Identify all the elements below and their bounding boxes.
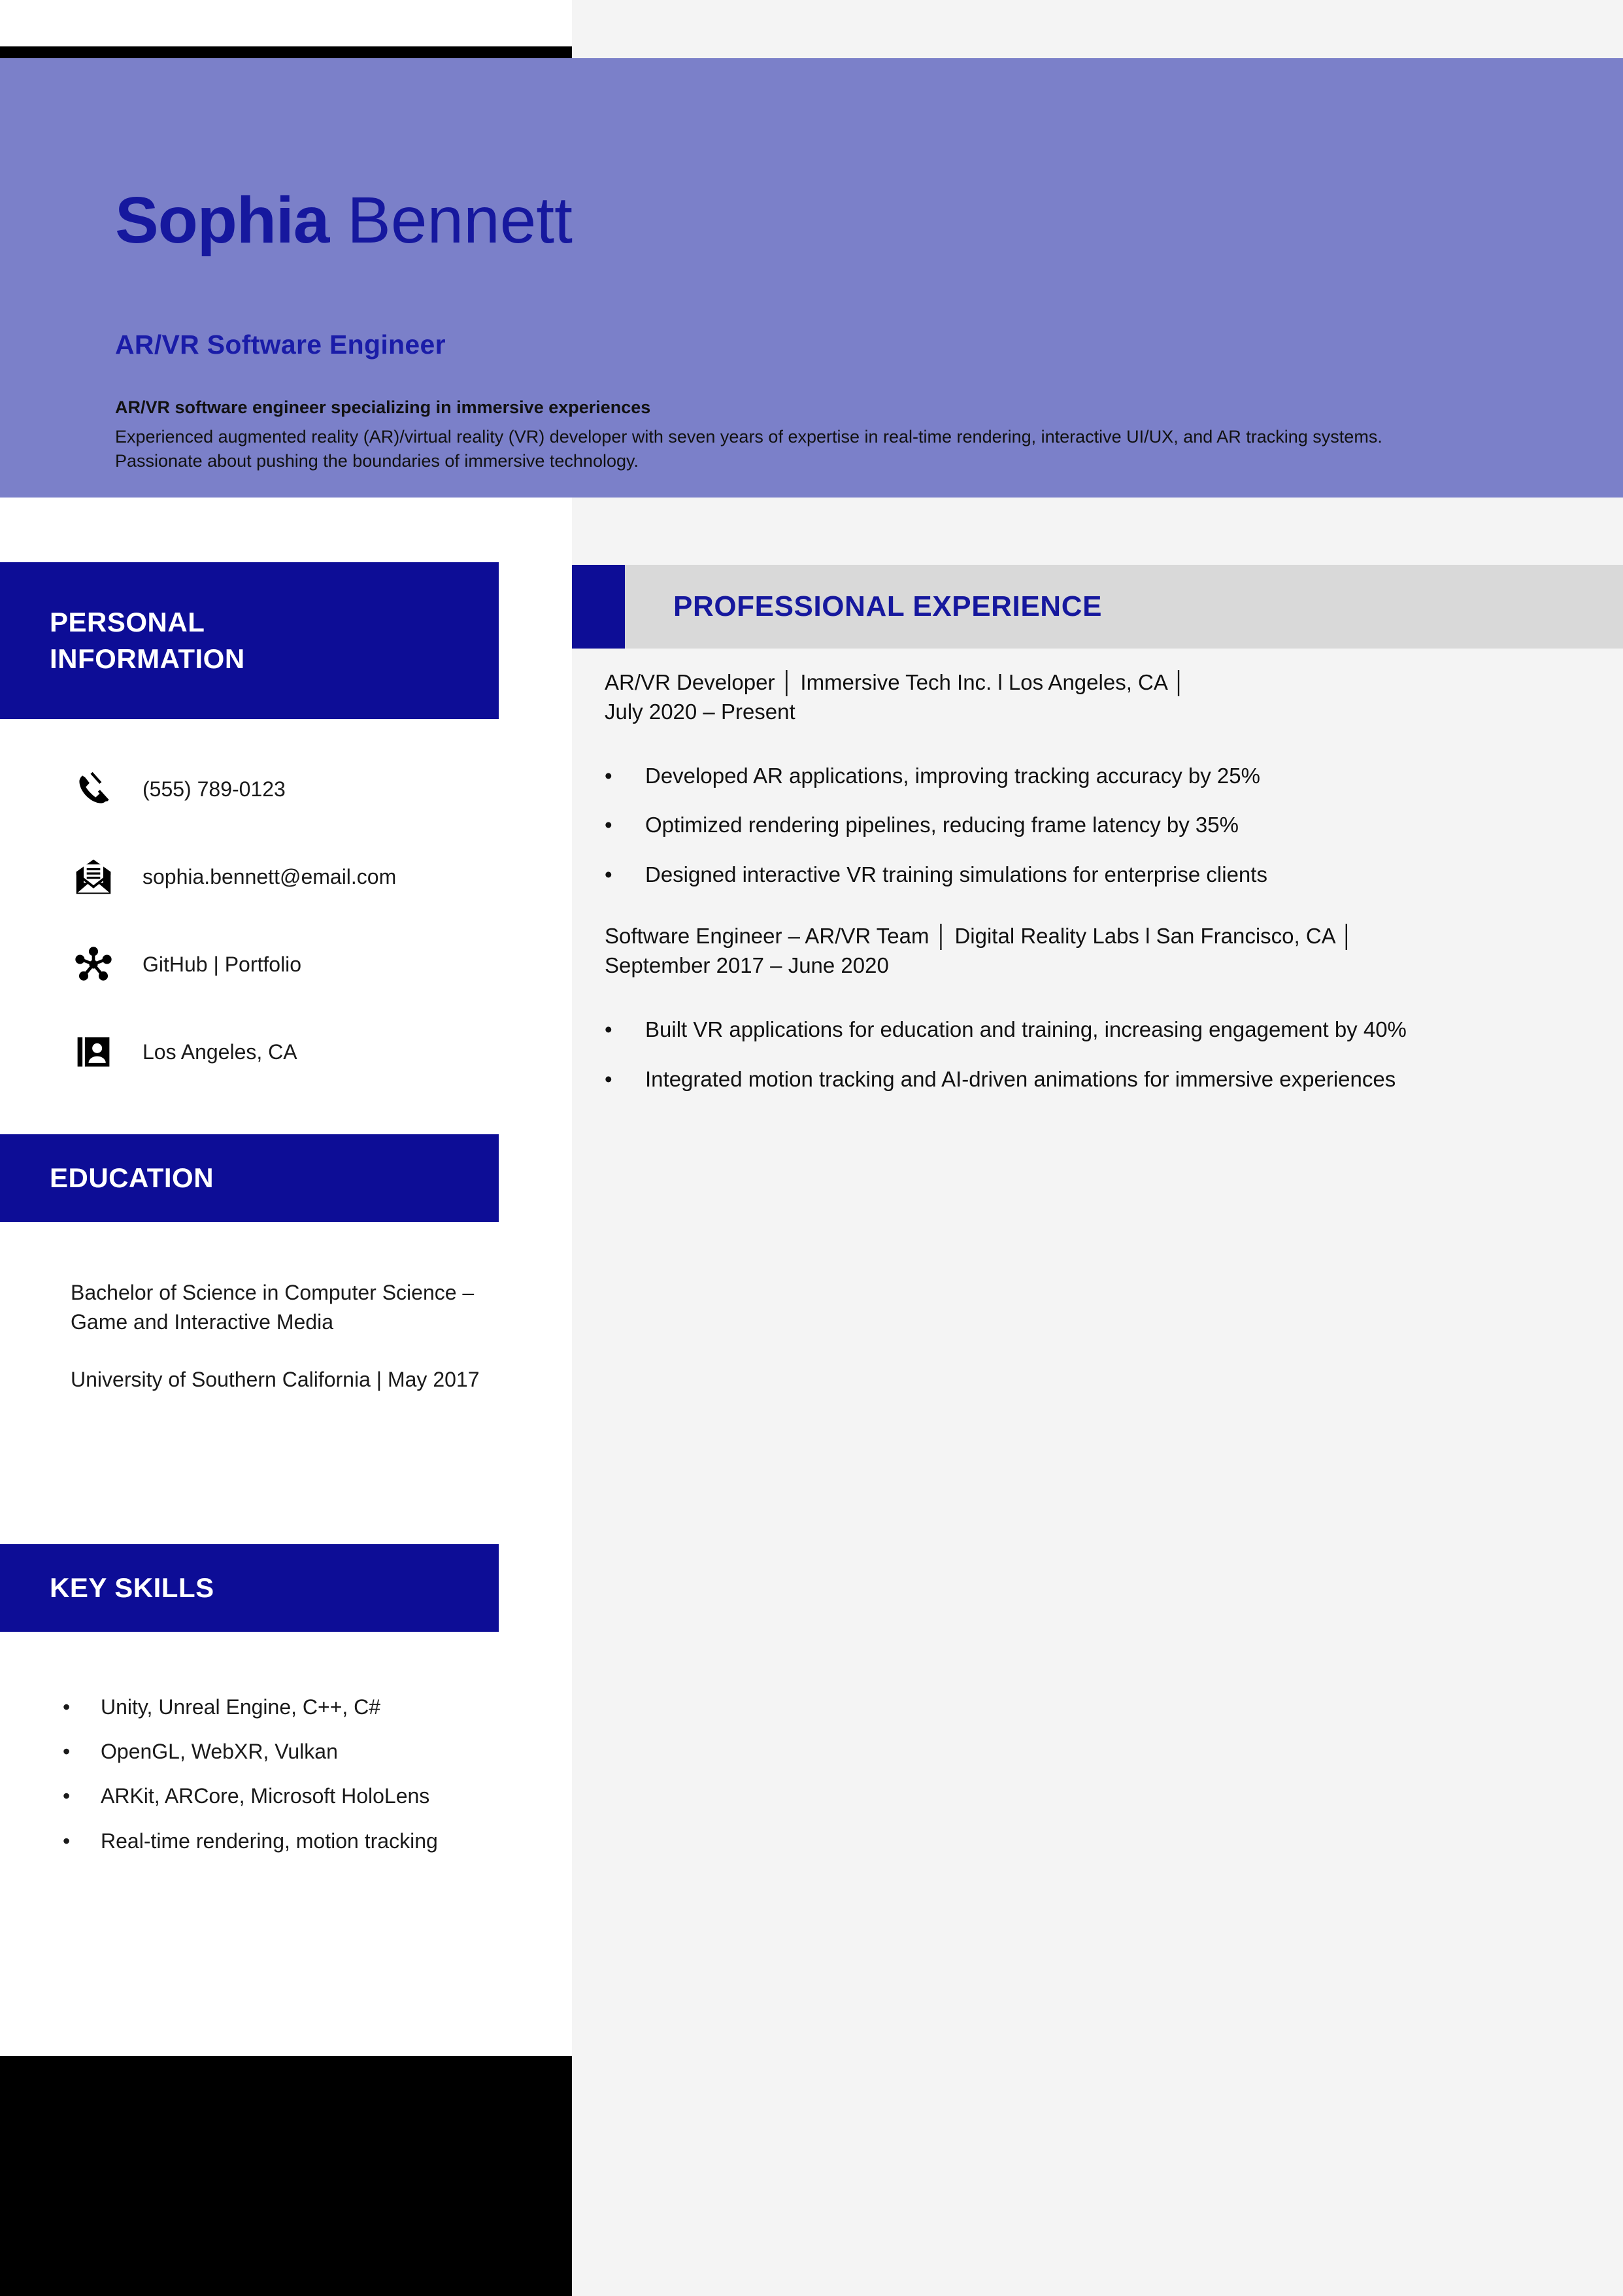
- section-header-education: [0, 1134, 499, 1222]
- bullet-glyph: •: [605, 763, 612, 788]
- bullet-glyph: •: [63, 1695, 71, 1719]
- resume-header-band: [0, 58, 1623, 498]
- list-item: [63, 1827, 494, 1855]
- key-skill-text: Unity, Unreal Engine, C++, C#: [101, 1695, 381, 1719]
- contact-value-email: sophia.bennett@email.com: [142, 864, 397, 888]
- section-header-personal-information: [0, 562, 499, 719]
- job-bullet-text: Designed interactive VR training simulations for enterprise clients: [645, 862, 1267, 886]
- job-dates: July 2020 – Present: [605, 699, 795, 724]
- bullet-glyph: •: [605, 862, 612, 886]
- section-header-professional-experience: PROFESSIONAL EXPERIENCE: [673, 590, 1103, 622]
- key-skill-text: Real-time rendering, motion tracking: [101, 1829, 438, 1853]
- bullet-glyph: •: [63, 1784, 71, 1808]
- candidate-first-name: Sophia: [115, 184, 329, 257]
- job-bullet-text: Optimized rendering pipelines, reducing frame latency by 35%: [645, 813, 1239, 837]
- professional-experience-accent-block: [572, 565, 625, 649]
- top-black-accent-bar: [0, 46, 572, 58]
- experience-list: [605, 668, 1598, 1126]
- contact-list: [0, 745, 499, 1096]
- section-header-key-skills: [0, 1544, 499, 1632]
- candidate-name: [115, 184, 573, 257]
- personal-information-title-line1: PERSONAL: [50, 607, 205, 638]
- job-headline: Software Engineer – AR/VR Team │ Digital Reality Labs l San Francisco, CA │: [605, 924, 1354, 949]
- summary-headline: AR/VR software engineer specializing in immersive experiences: [115, 397, 651, 417]
- bullet-glyph: •: [605, 1017, 612, 1042]
- bottom-black-accent-bar: [0, 2056, 572, 2296]
- contact-value-phone: (555) 789-0123: [142, 777, 286, 801]
- contact-row-links[interactable]: [0, 920, 499, 1008]
- list-item: [605, 761, 1598, 791]
- list-item: [605, 810, 1598, 840]
- education-entry: [71, 1278, 489, 1394]
- contact-row-location[interactable]: [0, 1008, 499, 1096]
- bullet-glyph: •: [605, 813, 612, 837]
- education-degree: Bachelor of Science in Computer Science – Game and Interactive Media: [71, 1281, 475, 1334]
- envelope-icon: [72, 855, 115, 898]
- key-skill-text: ARKit, ARCore, Microsoft HoloLens: [101, 1784, 430, 1808]
- candidate-job-title: AR/VR Software Engineer: [115, 329, 446, 360]
- phone-icon: [72, 768, 115, 811]
- education-school: University of Southern California | May 2017: [71, 1367, 480, 1391]
- personal-information-title-line2: INFORMATION: [50, 643, 245, 674]
- list-item: [605, 860, 1598, 890]
- contact-row-email[interactable]: [0, 833, 499, 920]
- list-item: [63, 1693, 494, 1721]
- bullet-glyph: •: [605, 1066, 612, 1091]
- key-skills-list: [63, 1693, 494, 1872]
- job-bullet-text: Built VR applications for education and training, increasing engagement by 40%: [645, 1017, 1407, 1042]
- job-bullet-text: Integrated motion tracking and AI-driven animations for immersive experiences: [645, 1066, 1396, 1091]
- job-bullet-text: Developed AR applications, improving tracking accuracy by 25%: [645, 763, 1260, 788]
- job-dates: September 2017 – June 2020: [605, 953, 889, 978]
- bullet-glyph: •: [63, 1829, 71, 1853]
- candidate-last-name: Bennett: [329, 184, 573, 257]
- job-bullet-list: [605, 1015, 1598, 1094]
- education-title: EDUCATION: [50, 1162, 214, 1194]
- education-spacer: [71, 1338, 489, 1365]
- bullet-glyph: •: [63, 1740, 71, 1764]
- experience-entry-2: [605, 922, 1598, 1094]
- list-item: [63, 1738, 494, 1766]
- key-skill-text: OpenGL, WebXR, Vulkan: [101, 1740, 338, 1764]
- network-hub-icon: [72, 943, 115, 986]
- contact-value-links: GitHub | Portfolio: [142, 952, 302, 976]
- list-item: [63, 1782, 494, 1810]
- summary-body: Experienced augmented reality (AR)/virtual reality (VR) developer with seven years of expertise in real-time rendering, interactive UI/UX, and AR tracking systems. Passionate about pushing the boundaries of immersive technology.: [115, 427, 1382, 471]
- job-headline: AR/VR Developer │ Immersive Tech Inc. l Los Angeles, CA │: [605, 670, 1186, 694]
- contact-row-phone[interactable]: [0, 745, 499, 833]
- experience-entry-1: [605, 668, 1598, 889]
- list-item: [605, 1015, 1598, 1045]
- contact-value-location: Los Angeles, CA: [142, 1039, 297, 1064]
- job-bullet-list: [605, 761, 1598, 890]
- key-skills-title: KEY SKILLS: [50, 1572, 214, 1604]
- list-item: [605, 1064, 1598, 1094]
- contact-card-icon: [72, 1030, 115, 1073]
